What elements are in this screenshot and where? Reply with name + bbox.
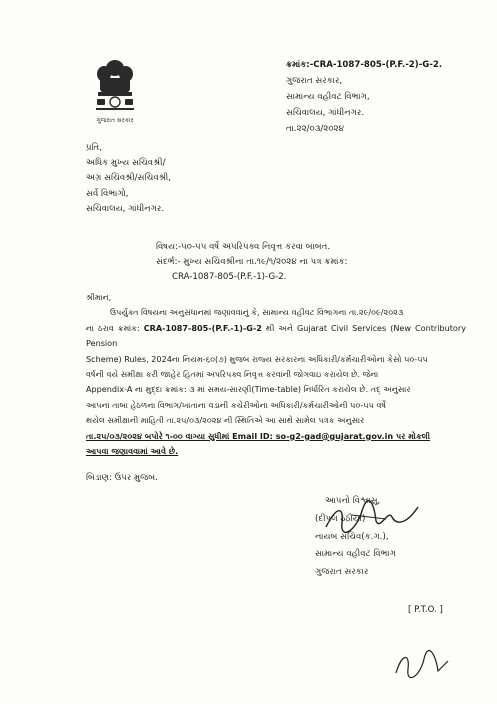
reference-line: સંદર્ભ:- મુખ્ય સચિવશ્રીના તા.૧૯/૧/૨૦૨૪ ના પત્ર ક્રમાંક:	[156, 257, 348, 267]
office-line-3: સચિવાલય, ગાંધીનગર.	[286, 108, 365, 118]
reference-number: ક્રમાંક:-CRA-1087-805-(P.F.-2)-G-2.	[286, 60, 443, 70]
signatory-government: ગુજરાત સરકાર	[315, 567, 369, 578]
enclosure-note: બિડાણ: ઉપર મુજબ.	[86, 473, 158, 483]
emblem-caption: ગુજરાત સરકાર	[96, 117, 134, 124]
signatory-designation: નાયબ સચિવ(ક.ગ.),	[315, 531, 389, 542]
reference-block	[286, 57, 486, 137]
body-line-2-pre: ના ઠરાવ ક્રમાંક:	[86, 322, 144, 333]
recipient-line-5: સચિવાલય, ગાંધીનગર.	[86, 203, 165, 214]
body-line-2-post: થી અને Gujarat Civil Services (New Contributory Pension	[86, 322, 466, 349]
recipient-line-2: અધિક મુખ્ય સચિવશ્રી/	[86, 158, 166, 169]
initials-signature-icon	[392, 647, 452, 683]
recipient-line-1: પ્રતિ,	[86, 143, 102, 153]
salutation: શ્રીમાન,	[86, 292, 112, 302]
body-line-4: વર્ષની વયે સમીક્ષા કરી જાહેર હિતમાં અપરિપક્વ નિવૃત્ત કરવાની જોગવાઇ કરાયેલ છે. જેના	[86, 369, 379, 380]
signature-block	[313, 493, 473, 582]
signatory-department: સામાન્ય વહીવટ વિભાગ	[315, 549, 396, 560]
office-line-2: સામાન્ય વહીવટ વિભાગ,	[286, 92, 370, 102]
office-line-1: ગુજરાત સરકાર,	[286, 76, 343, 86]
resolution-code: CRA-1087-805-(P.F.-1)-G-2	[143, 322, 262, 333]
pto-marker: [ P.T.O. ]	[408, 605, 443, 615]
letter-body	[86, 290, 466, 459]
state-emblem-icon	[92, 58, 138, 124]
recipient-block	[86, 141, 326, 217]
reference-code: CRA-1087-805-(P.F.-1)-G-2.	[172, 272, 287, 282]
yours-faithfully: આપનો વિશ્વાસુ,	[325, 496, 381, 506]
letter-date: તા.૨૨/૦૩/૨૦૨૪	[286, 124, 344, 134]
body-line-2	[86, 321, 466, 352]
body-line-5: Appendix-A ના મુદ્દા ક્રમાંક: ૩ માં સમય-સારણી(Time-table) નિર્ધારિત કરાયેલ છે. તદ્‌ અનુસાર	[86, 384, 411, 395]
body-line-7: થયેલ સમીક્ષાની માહિતી તા.૨૫/૦૩/૨૦૨૪ ની સ્થિતિએ આ સાથે સામેલ પત્રક અનુસાર	[86, 415, 365, 426]
signatory-name: (દીપલ ઠઠીયા)	[315, 513, 366, 524]
subject-line: વિષય:-૫૦-૫૫ વર્ષે અપરિપક્વ નિવૃત્ત કરવા બાબત.	[156, 242, 331, 252]
recipient-line-4: સર્વે વિભાગો,	[86, 188, 129, 199]
body-line-6: આપના તાબા હેઠળના વિભાગ/ખાતાના વડાની કચેરીઓના અધિકારી/કર્મચારીઓની ૫૦-૫૫ વર્ષે	[86, 399, 387, 410]
body-line-8-deadline: તા.૨૫/૦૩/૨૦૨૪ બપોરે ૧-૦૦ વાગ્યા સુધીમાં Email ID: so-g2-gad@gujarat.gov.in પર મોકલી	[86, 430, 431, 441]
subject-block	[156, 240, 456, 285]
body-line-9: આપવા જણાવવામાં આવે છે.	[86, 446, 179, 457]
body-line-1: ઉપર્યુક્ત વિષયના અનુસંધાનમાં જણાવવાનું કે, સામાન્ય વહીવટ વિભાગના તા.૨૯/૦૯/૨૦૨૩	[110, 307, 404, 318]
body-line-3: Scheme) Rules, 2024ના નિયમ-૬૦(૭) મુજબ રાજ્ય સરકારના અધિકારી/કર્મચારીઓના કેસો ૫૦-૫૫	[86, 353, 428, 364]
recipient-line-3: અગ્ર સચિવશ્રી/સચિવશ્રી,	[86, 173, 171, 184]
